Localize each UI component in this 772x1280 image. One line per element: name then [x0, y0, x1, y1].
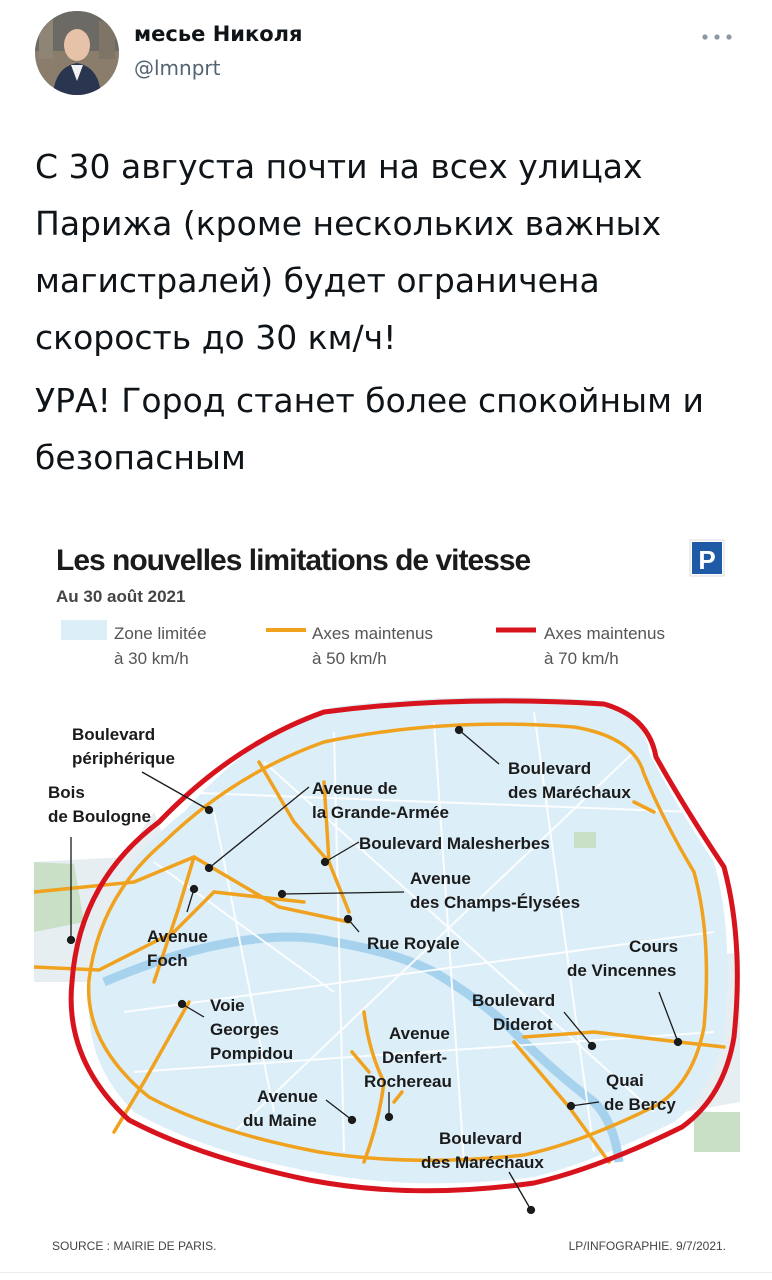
label-denfert-3: Rochereau — [364, 1072, 452, 1091]
label-diderot-1: Boulevard — [472, 991, 556, 1010]
label-maine-1: Avenue — [257, 1087, 318, 1106]
label-bd-peripherique-2: périphérique — [72, 749, 175, 768]
label-bd-peripherique-1: Boulevard — [72, 725, 156, 744]
label-pompidou-2: Georges — [210, 1020, 279, 1039]
label-bercy-2: de Bercy — [604, 1095, 676, 1114]
label-bois-1: Bois — [48, 783, 85, 802]
legend-50-line2: à 50 km/h — [312, 649, 387, 668]
tweet-paragraph-1: С 30 августа почти на всех улицах Парижа (кроме нескольких важных магистралей) будет ограничена скорость до 30 км/ч! — [35, 147, 662, 357]
label-marechaux-n-1: Boulevard — [508, 759, 592, 778]
label-bois-2: de Boulogne — [48, 807, 151, 826]
label-foch-1: Avenue — [147, 927, 208, 946]
author-name[interactable]: месье Николя — [134, 22, 303, 46]
label-champs-2: des Champs-Élysées — [410, 893, 581, 912]
more-options-button[interactable] — [700, 28, 740, 48]
avatar[interactable] — [35, 11, 119, 95]
label-denfert-2: Denfert- — [382, 1048, 448, 1067]
label-marechaux-s-2: des Maréchaux — [421, 1153, 544, 1172]
legend-70-line2: à 70 km/h — [544, 649, 619, 668]
label-maine-2: du Maine — [243, 1111, 317, 1130]
paris-speed-limit-map — [34, 512, 740, 1264]
infographic-source: SOURCE : MAIRIE DE PARIS. — [52, 1239, 217, 1253]
label-malesherbes: Boulevard Malesherbes — [359, 834, 550, 853]
label-marechaux-s-1: Boulevard — [439, 1129, 523, 1148]
legend-swatch-30 — [61, 620, 107, 640]
tweet-media-image[interactable] — [34, 512, 740, 1264]
infographic-subtitle: Au 30 août 2021 — [56, 587, 186, 606]
legend-50-line1: Axes maintenus — [312, 624, 433, 643]
label-grande-armee-1: Avenue de — [312, 779, 398, 798]
label-grande-armee-2: la Grande-Armée — [312, 803, 449, 822]
label-pompidou-3: Pompidou — [210, 1044, 294, 1063]
tweet-text — [35, 138, 755, 492]
infographic-credit: LP/INFOGRAPHIE. 9/7/2021. — [568, 1239, 726, 1253]
le-parisien-logo — [690, 540, 724, 576]
legend-30-line2: à 30 km/h — [114, 649, 189, 668]
label-marechaux-n-2: des Maréchaux — [508, 783, 631, 802]
more-horizontal-icon — [700, 32, 734, 42]
label-diderot-2: Diderot — [493, 1015, 553, 1034]
label-bercy-1: Quai — [606, 1071, 644, 1090]
legend-30-line1: Zone limitée — [114, 624, 207, 643]
svg-text:P: P — [698, 545, 716, 575]
label-vincennes-2: de Vincennes — [567, 961, 677, 980]
label-champs-1: Avenue — [410, 869, 471, 888]
label-rue-royale: Rue Royale — [367, 934, 460, 953]
label-pompidou-1: Voie — [210, 996, 245, 1015]
infographic-title: Les nouvelles limitations de vitesse — [56, 544, 531, 577]
label-denfert-1: Avenue — [389, 1024, 450, 1043]
author-handle[interactable]: @lmnprt — [134, 56, 221, 80]
tweet-paragraph-2: УРА! Город станет более спокойным и безопасным — [35, 381, 704, 477]
label-vincennes-1: Cours — [629, 937, 679, 956]
divider — [0, 1272, 772, 1273]
label-foch-2: Foch — [147, 951, 188, 970]
legend-70-line1: Axes maintenus — [544, 624, 665, 643]
avatar-image — [35, 11, 119, 95]
